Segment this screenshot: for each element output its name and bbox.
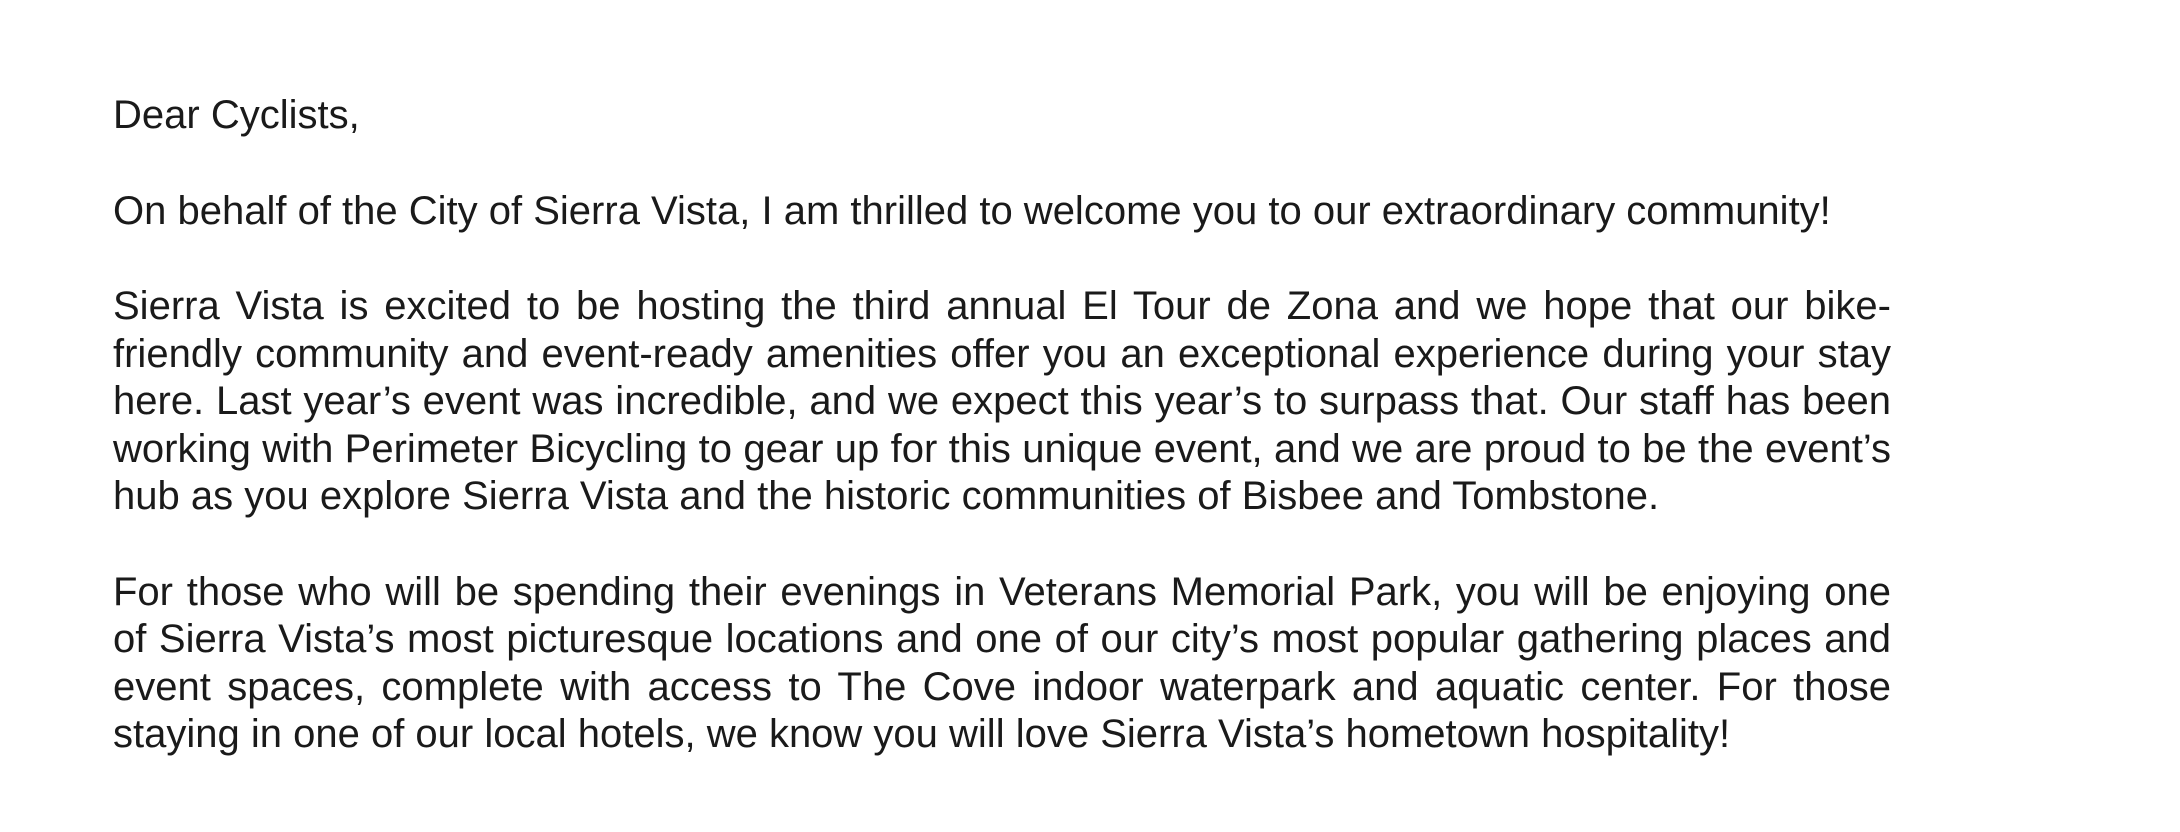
letter-greeting: Dear Cyclists, <box>113 93 360 137</box>
letter-paragraph-park: For those who will be spending their evenings in Veterans Memorial Park, you will be enjoying one of Sierra Vista’s most picturesque locations and one of our city’s most popular gathering places and event spaces, complete with access to The Cove indoor waterpark and aquatic center. For those staying in one of our local hotels, we know you will love Sierra Vista’s hometown hospitality! <box>113 569 1891 756</box>
letter-body <box>113 92 1891 807</box>
letter-paragraph-event: Sierra Vista is excited to be hosting the third annual El Tour de Zona and we hope that our bike-friendly community and event-ready amenities offer you an exceptional experience during your stay here. Last year’s event was incredible, and we expect this year’s to surpass that. Our staff has been working with Perimeter Bicycling to gear up for this unique event, and we are proud to be the event’s hub as you explore Sierra Vista and the historic communities of Bisbee and Tombstone. <box>113 284 1891 518</box>
letter-paragraph-welcome: On behalf of the City of Sierra Vista, I am thrilled to welcome you to our extraordinary community! <box>113 188 1831 233</box>
